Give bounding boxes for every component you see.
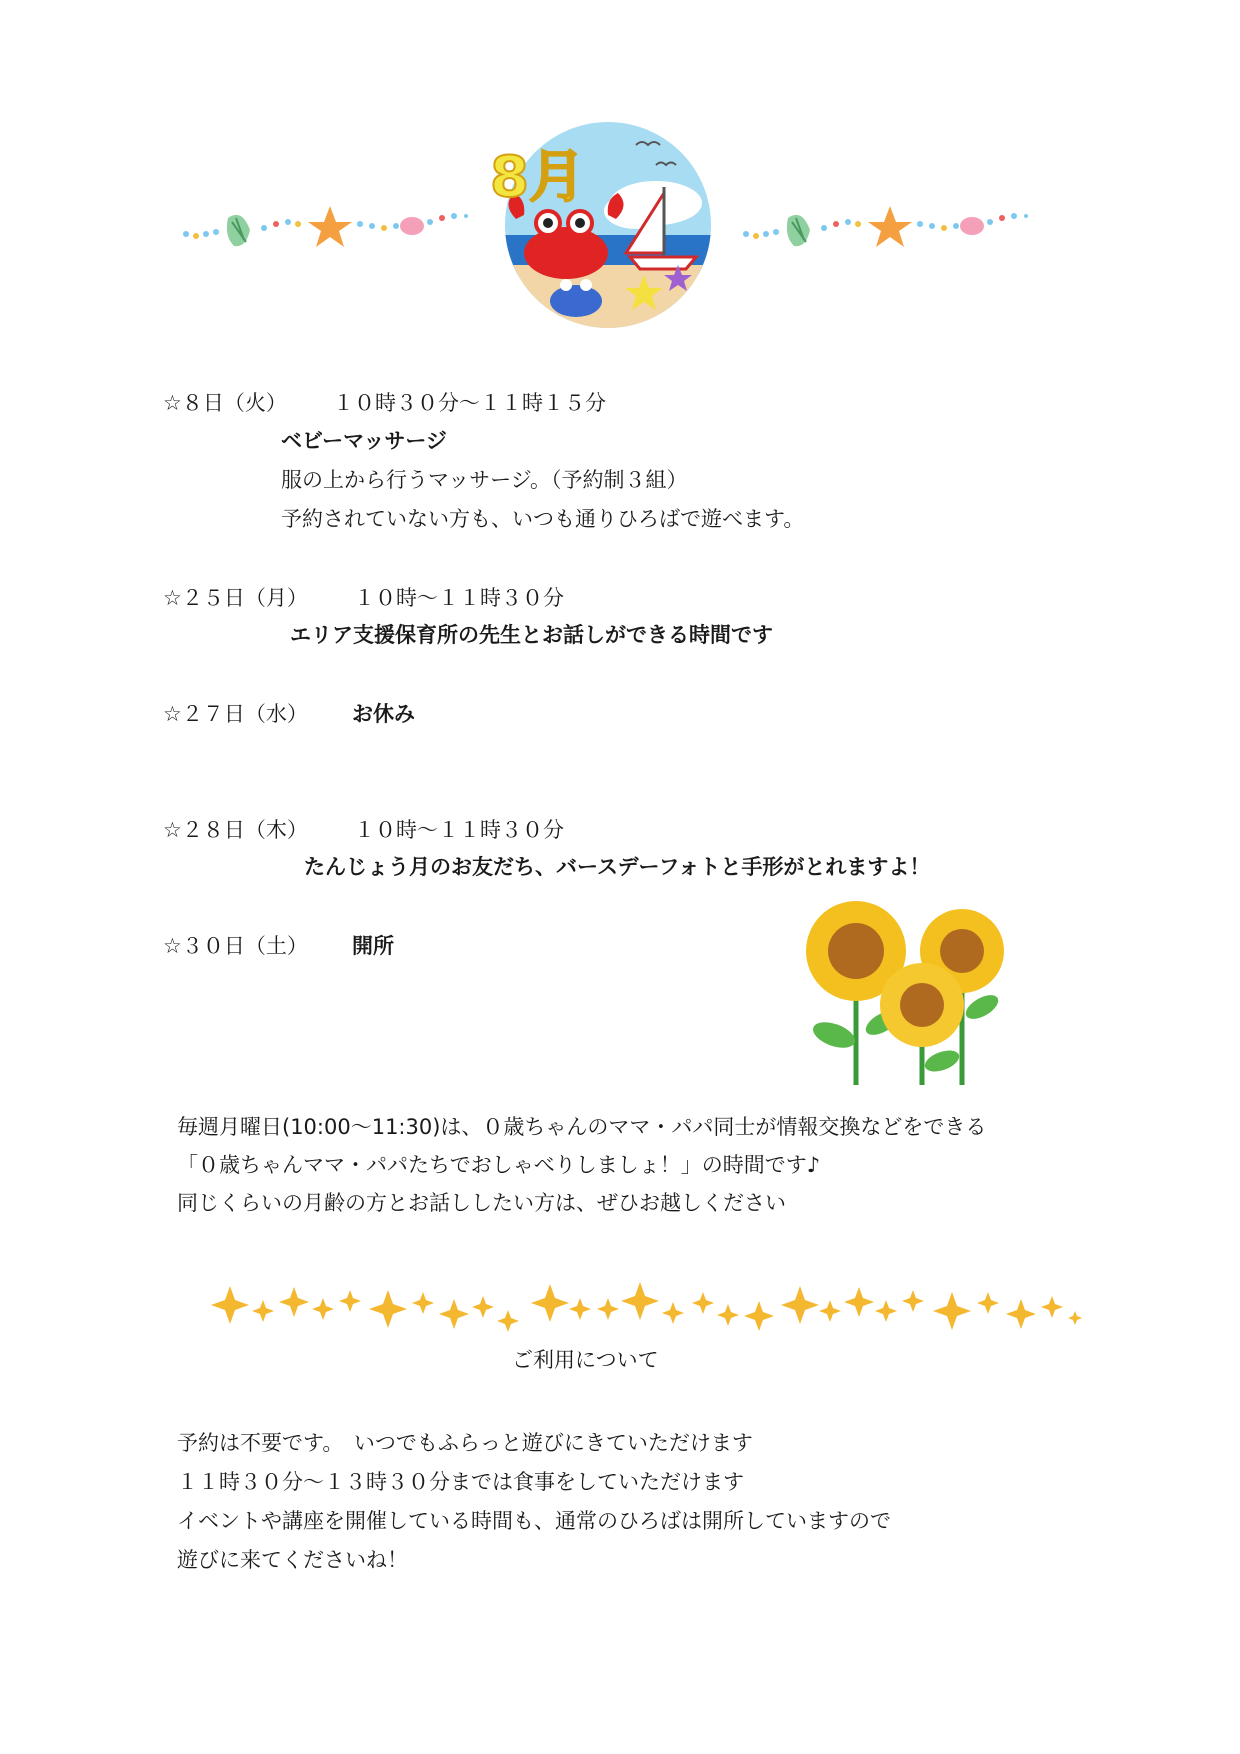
weekly-note-line: 毎週月曜日(10:00～11:30)は、０歳ちゃんのママ・パパ同士が情報交換などをできる (177, 1115, 987, 1139)
weekly-note-line: 「０歳ちゃんママ・パパたちでおしゃべりしましょ！」の時間です♪ (177, 1153, 821, 1177)
event-date: ☆２５日（月） (163, 586, 308, 610)
event-title: エリア支援保育所の先生とお話しができる時間です (290, 623, 773, 647)
month-badge-label: 8月 (490, 145, 585, 210)
event-date: ☆３０日（土） (163, 934, 308, 958)
sparkle-line-icon (165, 1248, 1083, 1350)
usage-line: イベントや講座を開催している時間も、通常のひろばは開所していますので (177, 1509, 891, 1533)
event-time: １０時～１１時３０分 (354, 586, 564, 610)
sunflowers-icon (796, 895, 1022, 1091)
event-time: １０時３０分～１１時１５分 (333, 391, 606, 415)
event-title: たんじょう月のお友だち、バースデーフォトと手形がとれますよ！ (304, 855, 931, 879)
garland-left-icon (180, 200, 480, 256)
event-date: ☆８日（火） (163, 391, 287, 415)
garland-right-icon (740, 200, 1040, 256)
event-date: ☆２７日（水） (163, 702, 308, 726)
event-title: ベビーマッサージ (281, 429, 447, 453)
weekly-note-line: 同じくらいの月齢の方とお話ししたい方は、ぜひお越しください (177, 1191, 786, 1215)
event-time: １０時～１１時３０分 (354, 818, 564, 842)
event-title: 開所 (352, 934, 394, 958)
usage-line: 遊びに来てくださいね！ (177, 1548, 408, 1572)
month-badge (490, 115, 720, 329)
event-title: お休み (352, 702, 415, 726)
event-detail: 服の上から行うマッサージ。（予約制３組） (281, 468, 688, 492)
usage-line: １１時３０分～１３時３０分までは食事をしていただけます (177, 1470, 744, 1494)
usage-heading: ご利用について (512, 1348, 659, 1372)
event-date: ☆２８日（木） (163, 818, 308, 842)
usage-line: 予約は不要です。 いつでもふらっと遊びにきていただけます (177, 1431, 753, 1455)
event-detail: 予約されていない方も、いつも通りひろばで遊べます。 (281, 507, 805, 531)
